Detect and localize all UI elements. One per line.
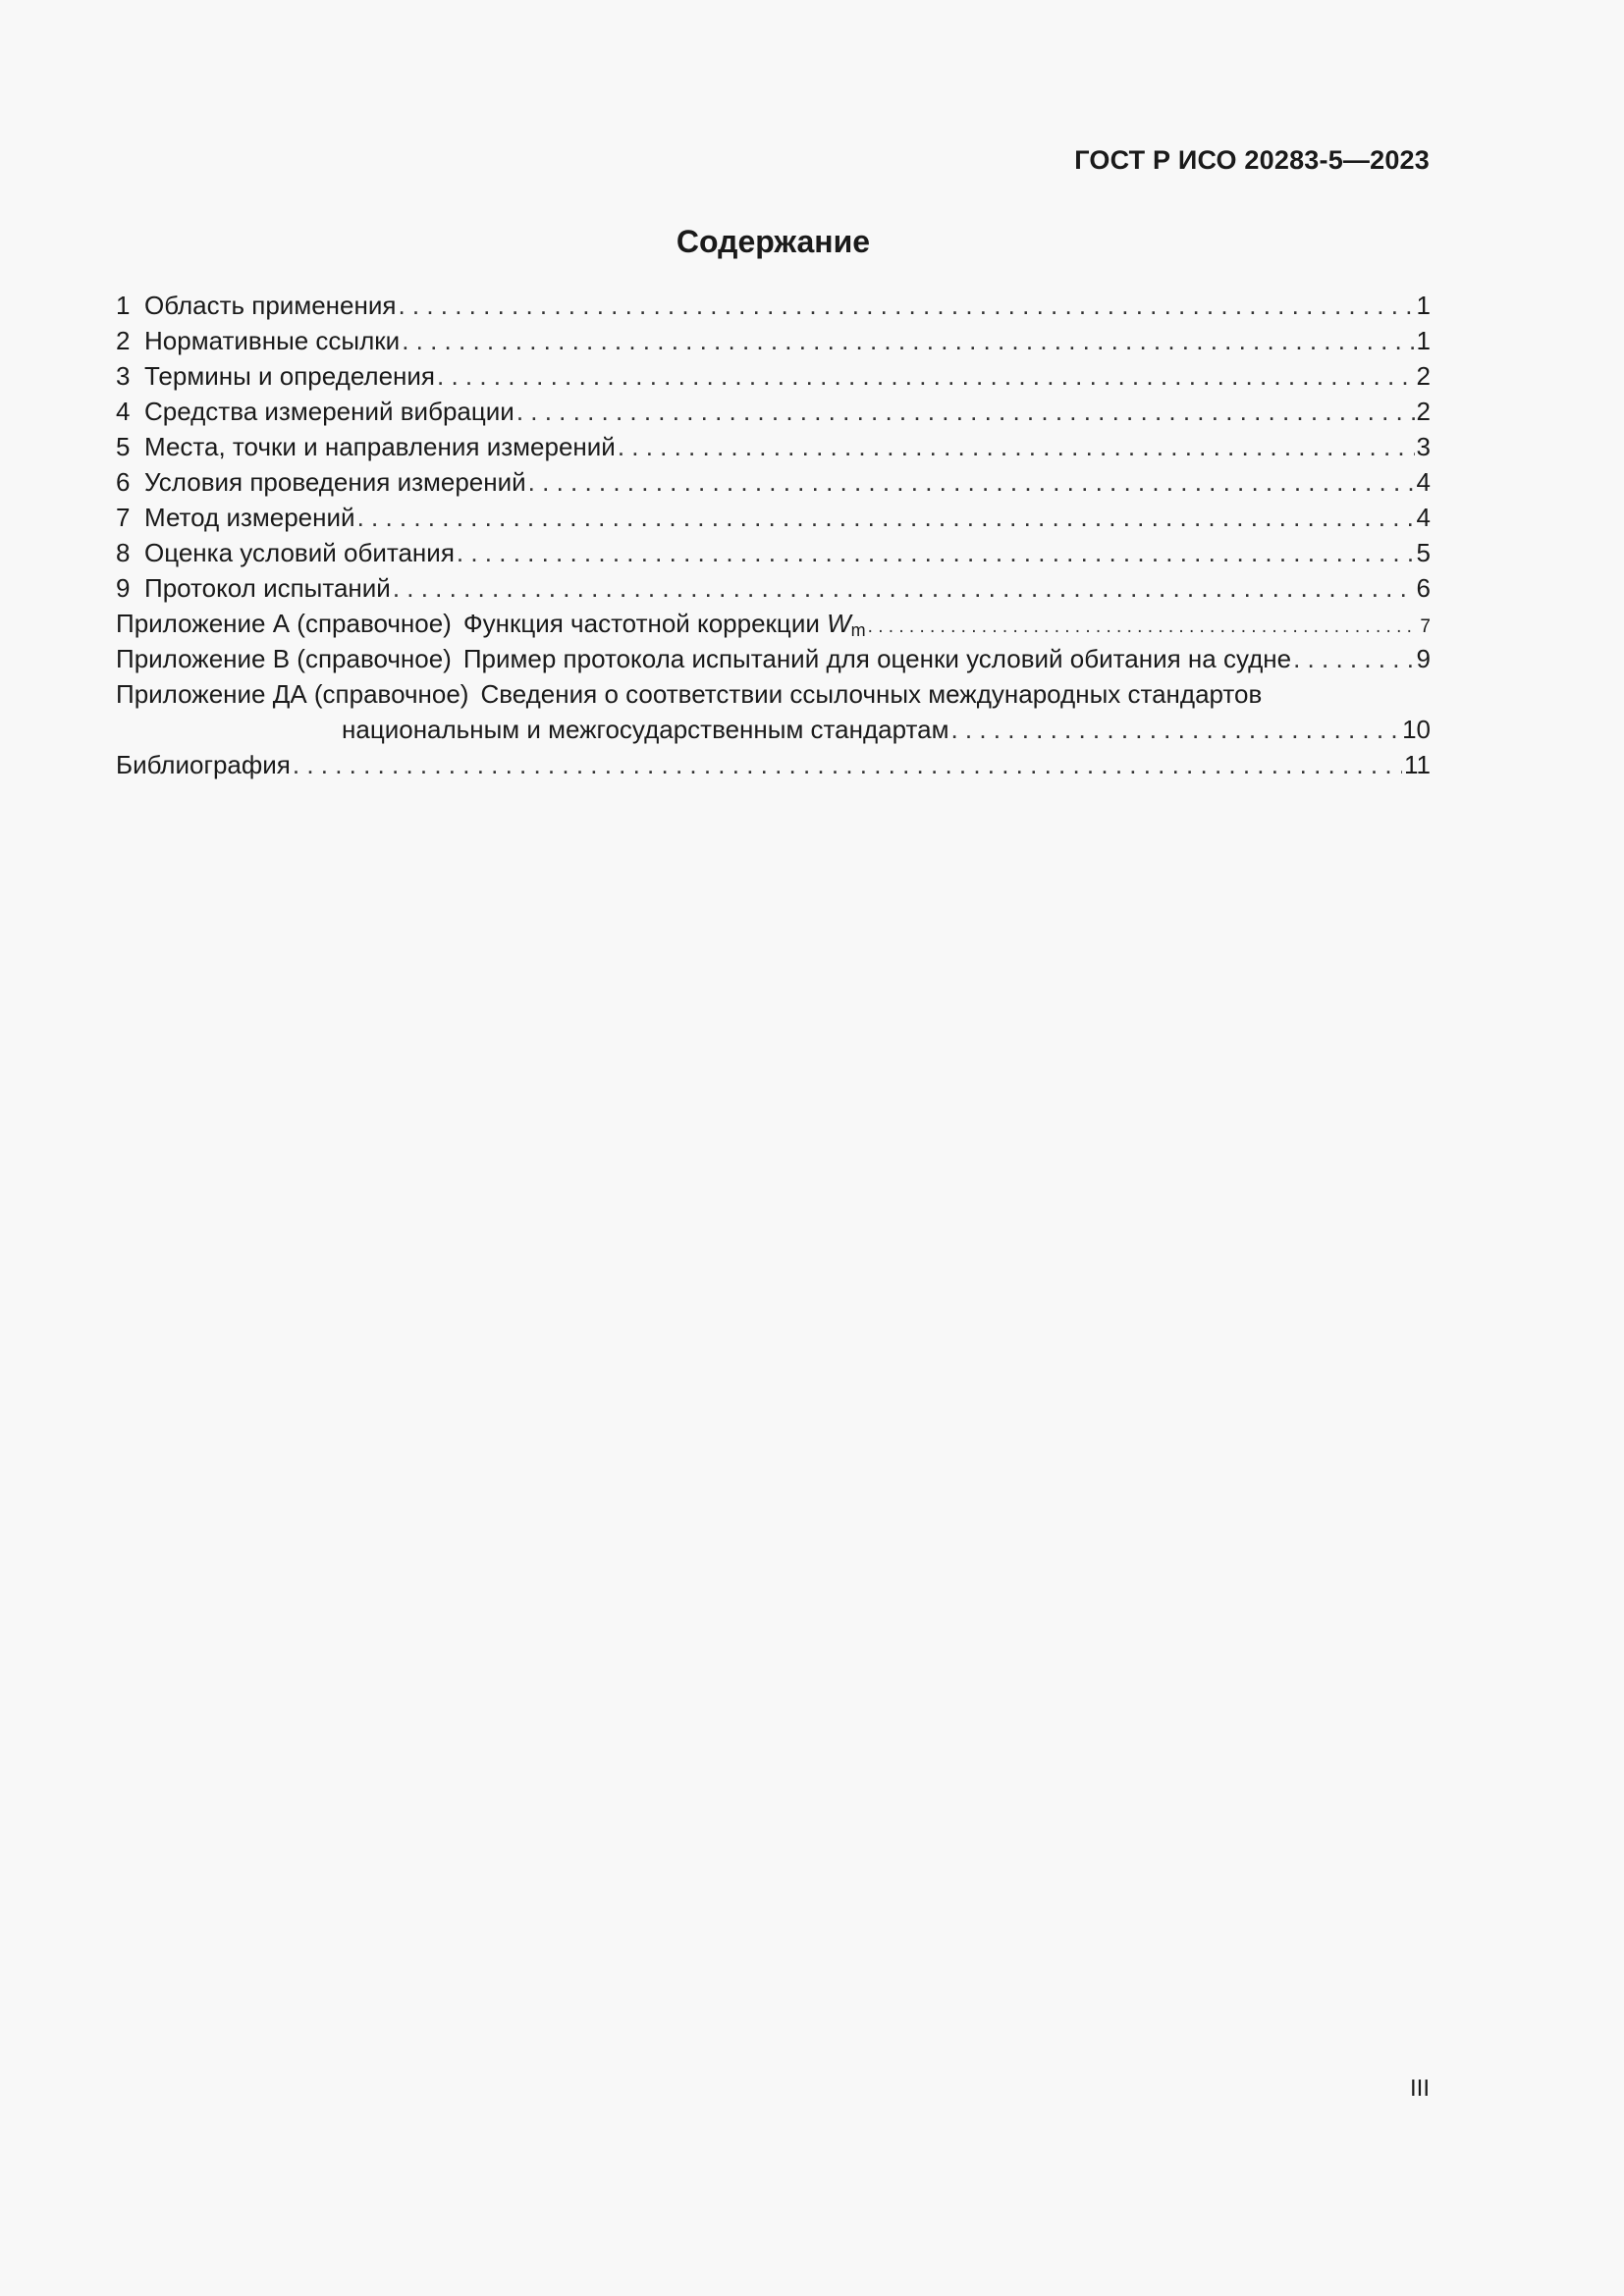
toc-item-label: Приложение ДА (справочное) Сведения о соответствии ссылочных международных стандартов [116, 679, 1263, 709]
toc-page-number: 3 [1416, 432, 1431, 461]
toc-item-habitability-assessment[interactable] [116, 535, 1431, 570]
dot-leader [516, 394, 1415, 429]
toc-page-number: 7 [1420, 616, 1431, 637]
toc-item-appendix-b[interactable] [116, 641, 1431, 676]
toc-page-number: 10 [1402, 715, 1431, 744]
toc-item-label: 7 Метод измерений [116, 503, 355, 532]
toc-item-measurement-method[interactable] [116, 500, 1431, 535]
toc-item-measurement-locations[interactable] [116, 429, 1431, 464]
toc-page-number: 1 [1416, 291, 1431, 320]
toc-page-number: 11 [1404, 750, 1431, 779]
toc-item-label: 5 Места, точки и направления измерений [116, 432, 616, 461]
dot-leader [618, 429, 1415, 464]
toc-item-measurement-conditions[interactable] [116, 464, 1431, 500]
dot-leader [868, 610, 1419, 645]
dot-leader [437, 358, 1415, 394]
toc-item-appendix-a[interactable] [116, 606, 1431, 641]
toc-item-bibliography[interactable] [116, 747, 1431, 782]
toc-page-number: 4 [1416, 503, 1431, 532]
toc-page-number: 5 [1416, 538, 1431, 567]
dot-leader [357, 500, 1415, 535]
toc-item-label: национальным и межгосударственным стандартам [342, 715, 949, 744]
weighting-symbol: W [827, 609, 851, 638]
toc-item-terms-definitions[interactable] [116, 358, 1431, 394]
toc-page-number: 6 [1416, 573, 1431, 603]
toc-item-label: 8 Оценка условий обитания [116, 538, 455, 567]
dot-leader [950, 712, 1400, 747]
toc-item-label: 1 Область применения [116, 291, 397, 320]
toc-item-label: 3 Термины и определения [116, 361, 436, 391]
toc-item-normative-references[interactable] [116, 323, 1431, 358]
dot-leader [402, 323, 1414, 358]
toc-item-measurement-instruments[interactable] [116, 394, 1431, 429]
toc-item-label: Библиография [116, 750, 291, 779]
toc-item-scope[interactable] [116, 288, 1431, 323]
toc-item-label: Приложение В (справочное) Пример протокола испытаний для оценки условий обитания на судне [116, 644, 1292, 673]
toc-item-label: 4 Средства измерений вибрации [116, 397, 514, 426]
dot-leader [528, 464, 1415, 500]
document-code: ГОСТ Р ИСО 20283-5—2023 [1074, 145, 1430, 175]
toc-page-number: 2 [1416, 397, 1431, 426]
weighting-symbol-subscript: m [850, 620, 866, 640]
toc-item-label: Приложение А (справочное) Функция частотной коррекции $W_m$ [116, 609, 866, 640]
toc-item-test-report[interactable] [116, 570, 1431, 606]
toc-item-label: 6 Условия проведения измерений [116, 467, 526, 497]
dot-leader [398, 288, 1414, 323]
dot-leader [293, 747, 1402, 782]
toc-item-appendix-da[interactable] [116, 676, 1431, 712]
dot-leader [1293, 641, 1414, 676]
toc-page-number: 4 [1416, 467, 1431, 497]
toc-item-label: 2 Нормативные ссылки [116, 326, 401, 355]
toc-item-label: 9 Протокол испытаний [116, 573, 391, 603]
dot-leader [393, 570, 1415, 606]
toc-page-number: 1 [1416, 326, 1431, 355]
page-number: III [1409, 2075, 1430, 2102]
table-of-contents [116, 288, 1431, 782]
dot-leader [457, 535, 1415, 570]
toc-page-number: 9 [1416, 644, 1431, 673]
toc-item-appendix-da-continued[interactable] [116, 712, 1431, 747]
toc-title: Содержание [676, 224, 871, 259]
toc-page-number: 2 [1416, 361, 1431, 391]
